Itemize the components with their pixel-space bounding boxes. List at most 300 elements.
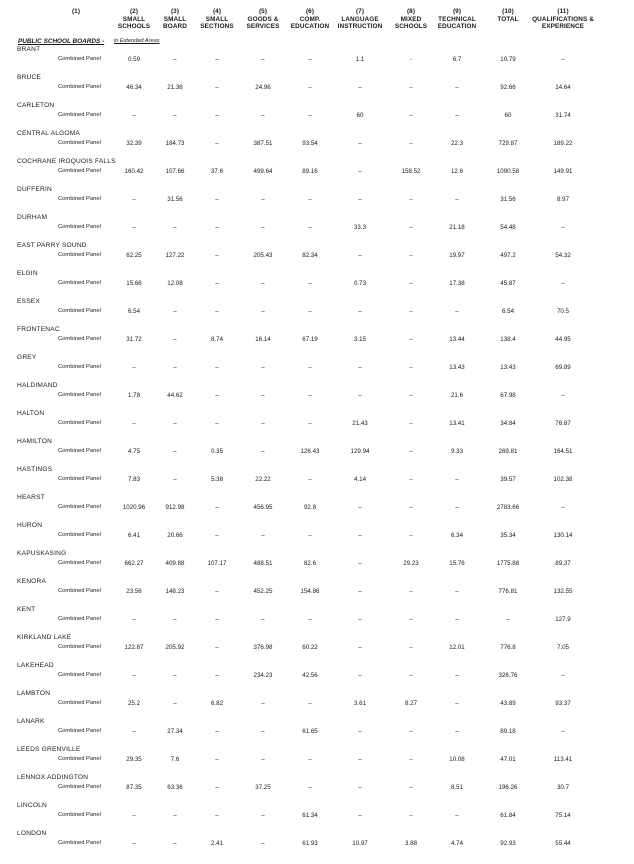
- table-cell: 8.27: [404, 700, 418, 707]
- column-label: TOTAL: [497, 15, 519, 23]
- table-cell: –: [455, 476, 459, 483]
- column-label: SERVICES: [246, 23, 280, 31]
- table-cell: 89.37: [555, 560, 571, 567]
- table-cell: –: [173, 672, 177, 679]
- table-cell: 102.38: [553, 476, 573, 483]
- table-cell: 326.76: [498, 672, 518, 679]
- table-cell: 3.88: [404, 840, 418, 847]
- board-name: LAKEHEAD: [17, 662, 54, 669]
- table-cell: –: [358, 756, 362, 763]
- table-cell: –: [132, 196, 136, 203]
- table-cell: –: [215, 84, 219, 91]
- table-cell: –: [215, 140, 219, 147]
- table-cell: –: [173, 700, 177, 707]
- table-cell: 10.97: [352, 840, 368, 847]
- table-cell: 7.05: [556, 644, 570, 651]
- board-name: HALDIMAND: [17, 382, 58, 389]
- table-cell: 912.98: [165, 504, 185, 511]
- table-cell: 3.61: [353, 700, 367, 707]
- table-cell: –: [358, 308, 362, 315]
- table-cell: –: [409, 112, 413, 119]
- table-cell: –: [261, 700, 265, 707]
- table-cell: 8.97: [556, 196, 570, 203]
- table-cell: 44.62: [167, 392, 183, 399]
- table-cell: 31.56: [167, 196, 183, 203]
- table-cell: 456.95: [253, 504, 273, 511]
- column-number: (9): [452, 8, 462, 15]
- table-cell: 21.43: [352, 420, 368, 427]
- table-cell: 5.38: [210, 476, 224, 483]
- board-name: KENT: [17, 606, 36, 613]
- section-title: PUBLIC SCHOOL BOARDS -: [18, 38, 105, 45]
- panel-label: Combined Panel: [58, 112, 101, 118]
- table-cell: –: [215, 280, 219, 287]
- table-cell: –: [261, 812, 265, 819]
- table-cell: –: [561, 728, 565, 735]
- table-cell: 33.3: [353, 224, 367, 231]
- table-cell: –: [215, 728, 219, 735]
- table-cell: 376.98: [253, 644, 273, 651]
- table-cell: 269.81: [498, 448, 518, 455]
- table-cell: –: [308, 756, 312, 763]
- board-name: DURHAM: [17, 214, 48, 221]
- table-cell: –: [308, 476, 312, 483]
- board-name: BRUCE: [17, 74, 42, 81]
- table-cell: –: [261, 364, 265, 371]
- board-name: LINCOLN: [17, 802, 47, 809]
- table-cell: 3.15: [353, 336, 367, 343]
- table-cell: 92.8: [303, 504, 317, 511]
- table-cell: –: [308, 532, 312, 539]
- table-cell: 13.43: [500, 364, 516, 371]
- table-cell: –: [215, 784, 219, 791]
- table-cell: 67.98: [500, 392, 516, 399]
- table-cell: –: [409, 448, 413, 455]
- table-cell: 75.14: [555, 812, 571, 819]
- table-cell: –: [173, 812, 177, 819]
- panel-label: Combined Panel: [58, 84, 101, 90]
- table-cell: 69.89: [555, 364, 571, 371]
- table-cell: –: [261, 196, 265, 203]
- table-cell: 6.82: [210, 700, 224, 707]
- table-cell: 12.01: [449, 644, 465, 651]
- table-cell: –: [173, 224, 177, 231]
- table-cell: –: [132, 840, 136, 847]
- column-label: SCHOOLS: [117, 23, 151, 31]
- table-cell: 387.51: [253, 140, 273, 147]
- column-number: (7): [355, 8, 365, 15]
- table-cell: –: [261, 448, 265, 455]
- table-cell: –: [173, 476, 177, 483]
- column-label: SCHOOLS: [394, 23, 428, 31]
- table-cell: –: [215, 812, 219, 819]
- table-cell: –: [409, 392, 413, 399]
- table-cell: –: [409, 224, 413, 231]
- table-cell: 61.34: [302, 812, 318, 819]
- table-cell: 54.48: [500, 224, 516, 231]
- table-cell: –: [409, 672, 413, 679]
- column-label: COMP.: [299, 15, 321, 23]
- table-cell: 82.6: [303, 560, 317, 567]
- table-cell: 132.55: [553, 588, 573, 595]
- table-cell: –: [561, 392, 565, 399]
- table-cell: –: [455, 308, 459, 315]
- panel-label: Combined Panel: [58, 168, 101, 174]
- table-cell: –: [358, 616, 362, 623]
- table-cell: 452.25: [253, 588, 273, 595]
- table-cell: 164.51: [553, 448, 573, 455]
- column-number: (3): [170, 8, 180, 15]
- panel-label: Combined Panel: [58, 588, 101, 594]
- board-name: FRONTENAC: [17, 326, 60, 333]
- panel-label: Combined Panel: [58, 252, 101, 258]
- column-label: EDUCATION: [290, 23, 330, 31]
- table-cell: 39.57: [500, 476, 516, 483]
- table-cell: –: [308, 392, 312, 399]
- table-cell: –: [261, 392, 265, 399]
- table-cell: 6.54: [127, 308, 141, 315]
- table-cell: –: [308, 364, 312, 371]
- table-cell: –: [215, 308, 219, 315]
- table-cell: 1775.88: [496, 560, 520, 567]
- table-cell: –: [261, 280, 265, 287]
- table-cell: –: [358, 784, 362, 791]
- table-cell: –: [215, 392, 219, 399]
- table-cell: –: [409, 728, 413, 735]
- board-name: KENORA: [17, 578, 47, 585]
- board-name: GREY: [17, 354, 37, 361]
- table-cell: 4.74: [450, 840, 464, 847]
- table-cell: –: [561, 224, 565, 231]
- table-cell: –: [358, 560, 362, 567]
- table-cell: –: [261, 840, 265, 847]
- table-cell: 7.6: [170, 756, 180, 763]
- table-cell: –: [261, 224, 265, 231]
- table-cell: –: [358, 644, 362, 651]
- column-label: SECTIONS: [200, 23, 234, 31]
- table-cell: 89.16: [302, 168, 318, 175]
- table-cell: –: [358, 196, 362, 203]
- table-cell: 10.08: [449, 756, 465, 763]
- table-cell: 729.87: [498, 140, 518, 147]
- column-number: (10): [502, 8, 514, 15]
- table-cell: –: [455, 672, 459, 679]
- table-cell: 17.38: [449, 280, 465, 287]
- table-cell: 47.01: [500, 756, 516, 763]
- column-number: (5): [258, 8, 268, 15]
- table-cell: 46.34: [126, 84, 142, 91]
- column-label: INSTRUCTION: [337, 23, 383, 31]
- panel-label: Combined Panel: [58, 840, 101, 846]
- panel-label: Combined Panel: [58, 784, 101, 790]
- table-cell: –: [132, 420, 136, 427]
- table-cell: –: [409, 784, 413, 791]
- table-cell: 196.26: [498, 784, 518, 791]
- column-label: QUALIFICATIONS &: [532, 15, 594, 23]
- table-cell: –: [358, 532, 362, 539]
- table-cell: 15.66: [126, 280, 142, 287]
- table-cell: 149.91: [553, 168, 573, 175]
- board-name: ESSEX: [17, 298, 40, 305]
- table-cell: –: [358, 392, 362, 399]
- table-cell: 154.86: [300, 588, 320, 595]
- table-cell: 189.22: [553, 140, 573, 147]
- table-cell: –: [409, 84, 413, 91]
- table-cell: –: [358, 728, 362, 735]
- table-cell: –: [308, 84, 312, 91]
- panel-label: Combined Panel: [58, 532, 101, 538]
- panel-label: Combined Panel: [58, 728, 101, 734]
- table-cell: –: [132, 728, 136, 735]
- table-cell: –: [308, 308, 312, 315]
- table-cell: 60: [504, 112, 512, 119]
- table-cell: –: [308, 280, 312, 287]
- table-cell: –: [215, 644, 219, 651]
- table-cell: 62.25: [126, 252, 142, 259]
- panel-label: Combined Panel: [58, 560, 101, 566]
- table-cell: –: [561, 56, 565, 63]
- column-number: (11): [557, 8, 569, 15]
- panel-label: Combined Panel: [58, 448, 101, 454]
- table-cell: –: [409, 756, 413, 763]
- table-cell: –: [215, 252, 219, 259]
- table-cell: 21.6: [450, 392, 464, 399]
- table-cell: –: [358, 672, 362, 679]
- table-cell: –: [132, 616, 136, 623]
- panel-label: Combined Panel: [58, 420, 101, 426]
- table-cell: 61.93: [302, 840, 318, 847]
- panel-label: Combined Panel: [58, 336, 101, 342]
- table-cell: 25.2: [127, 700, 141, 707]
- table-cell: 12.08: [167, 280, 183, 287]
- table-cell: –: [261, 420, 265, 427]
- table-cell: 13.44: [449, 336, 465, 343]
- table-cell: 31.56: [500, 196, 516, 203]
- table-cell: 2783.66: [496, 504, 520, 511]
- board-name: LAMBTON: [17, 690, 51, 697]
- panel-label: Combined Panel: [58, 224, 101, 230]
- board-name: KAPUSKASING: [17, 550, 67, 557]
- table-cell: –: [308, 420, 312, 427]
- table-cell: –: [455, 196, 459, 203]
- table-cell: –: [409, 252, 413, 259]
- panel-label: Combined Panel: [58, 644, 101, 650]
- table-cell: –: [455, 84, 459, 91]
- table-cell: 205.43: [253, 252, 273, 259]
- column-label: TECHNICAL: [438, 15, 476, 23]
- panel-label: Combined Panel: [58, 504, 101, 510]
- table-cell: 32.39: [126, 140, 142, 147]
- board-name: LEEDS GRENVILLE: [17, 746, 81, 753]
- panel-label: Combined Panel: [58, 308, 101, 314]
- table-cell: –: [261, 308, 265, 315]
- table-cell: –: [409, 476, 413, 483]
- table-cell: 6.34: [450, 532, 464, 539]
- table-cell: 184.73: [165, 140, 185, 147]
- panel-label: Combined Panel: [58, 756, 101, 762]
- table-cell: –: [173, 112, 177, 119]
- table-cell: –: [261, 532, 265, 539]
- column-label: SMALL: [205, 15, 229, 23]
- table-cell: –: [358, 168, 362, 175]
- table-cell: –: [261, 56, 265, 63]
- table-cell: 10.79: [500, 56, 516, 63]
- table-cell: –: [455, 588, 459, 595]
- table-cell: –: [132, 364, 136, 371]
- table-cell: 127.22: [165, 252, 185, 259]
- table-cell: –: [358, 364, 362, 371]
- board-name: HALTON: [17, 410, 45, 417]
- table-cell: 43.89: [500, 700, 516, 707]
- table-cell: 93.54: [302, 140, 318, 147]
- table-cell: –: [409, 308, 413, 315]
- table-cell: –: [358, 812, 362, 819]
- table-cell: –: [261, 112, 265, 119]
- table-cell: 158.52: [401, 168, 421, 175]
- table-cell: –: [506, 616, 510, 623]
- panel-label: Combined Panel: [58, 196, 101, 202]
- column-label: BOARD: [163, 23, 187, 31]
- table-cell: –: [455, 504, 459, 511]
- table-cell: –: [561, 504, 565, 511]
- table-cell: 37.6: [210, 168, 224, 175]
- table-cell: –: [215, 532, 219, 539]
- table-cell: –: [215, 56, 219, 63]
- table-cell: –: [215, 196, 219, 203]
- table-cell: 0.73: [353, 280, 367, 287]
- table-cell: –: [409, 196, 413, 203]
- table-cell: 21.36: [167, 84, 183, 91]
- table-cell: 13.43: [449, 364, 465, 371]
- table-cell: 92.66: [500, 84, 516, 91]
- table-cell: –: [173, 840, 177, 847]
- table-cell: 31.72: [126, 336, 142, 343]
- board-name: KIRKLAND LAKE: [17, 634, 72, 641]
- table-cell: –: [409, 504, 413, 511]
- table-cell: –: [409, 588, 413, 595]
- column-number: (1): [71, 8, 81, 15]
- table-cell: 130.14: [553, 532, 573, 539]
- table-cell: –: [215, 504, 219, 511]
- table-cell: 234.23: [253, 672, 273, 679]
- table-cell: 488.51: [253, 560, 273, 567]
- column-number: (4): [212, 8, 222, 15]
- table-cell: –: [561, 280, 565, 287]
- table-cell: 8.51: [450, 784, 464, 791]
- table-cell: –: [409, 616, 413, 623]
- table-cell: 113.41: [553, 756, 573, 763]
- panel-label: Combined Panel: [58, 392, 101, 398]
- table-cell: 15.76: [449, 560, 465, 567]
- table-cell: –: [409, 280, 413, 287]
- table-cell: –: [173, 420, 177, 427]
- table-cell: 30.7: [556, 784, 570, 791]
- table-cell: 20.66: [167, 532, 183, 539]
- table-cell: 6.7: [452, 56, 462, 63]
- table-cell: –: [358, 140, 362, 147]
- table-cell: 0.35: [210, 448, 224, 455]
- table-cell: 22.3: [450, 140, 464, 147]
- table-cell: 93.37: [555, 700, 571, 707]
- board-name: LONDON: [17, 830, 47, 837]
- table-cell: 35.34: [500, 532, 516, 539]
- table-cell: 31.74: [555, 112, 571, 119]
- table-cell: –: [409, 420, 413, 427]
- table-cell: 0.59: [127, 56, 141, 63]
- board-name: BRANT: [17, 46, 41, 53]
- table-cell: –: [173, 336, 177, 343]
- table-cell: 107.17: [207, 560, 227, 567]
- table-cell: –: [132, 812, 136, 819]
- panel-label: Combined Panel: [58, 140, 101, 146]
- table-cell: –: [409, 812, 413, 819]
- table-cell: 662.27: [124, 560, 144, 567]
- table-cell: –: [261, 756, 265, 763]
- table-cell: –: [358, 252, 362, 259]
- table-cell: 8.74: [210, 336, 224, 343]
- table-cell: –: [308, 224, 312, 231]
- table-cell: –: [173, 448, 177, 455]
- table-cell: 1090.58: [496, 168, 520, 175]
- table-cell: 497.2: [500, 252, 516, 259]
- table-cell: 27.34: [167, 728, 183, 735]
- table-cell: –: [132, 224, 136, 231]
- table-cell: 4.14: [353, 476, 367, 483]
- table-cell: 19.97: [449, 252, 465, 259]
- section-subtitle: in Extended Areas: [114, 38, 160, 44]
- table-cell: 44.95: [555, 336, 571, 343]
- table-cell: 148.23: [165, 588, 185, 595]
- table-cell: –: [409, 532, 413, 539]
- table-cell: –: [308, 784, 312, 791]
- table-cell: 45.87: [500, 280, 516, 287]
- table-cell: 2.41: [210, 840, 224, 847]
- table-cell: –: [308, 112, 312, 119]
- panel-label: Combined Panel: [58, 672, 101, 678]
- board-name: HURON: [17, 522, 43, 529]
- table-cell: –: [215, 588, 219, 595]
- column-label: EXPERIENCE: [541, 23, 585, 31]
- column-label: EDUCATION: [437, 23, 477, 31]
- table-cell: 107.66: [165, 168, 185, 175]
- table-cell: –: [215, 420, 219, 427]
- table-cell: -: [409, 56, 413, 63]
- table-cell: 82.34: [302, 252, 318, 259]
- table-cell: 76.87: [555, 420, 571, 427]
- board-name: CARLETON: [17, 102, 55, 109]
- column-label: GOODS &: [247, 15, 279, 23]
- table-cell: 67.19: [302, 336, 318, 343]
- table-cell: 89.18: [500, 728, 516, 735]
- table-cell: 205.92: [165, 644, 185, 651]
- table-cell: 127.9: [555, 616, 571, 623]
- table-cell: –: [455, 812, 459, 819]
- table-cell: 42.56: [302, 672, 318, 679]
- table-cell: 63.36: [167, 784, 183, 791]
- table-cell: 409.88: [165, 560, 185, 567]
- table-cell: –: [308, 616, 312, 623]
- table-cell: –: [215, 224, 219, 231]
- table-cell: 499.64: [253, 168, 273, 175]
- table-cell: 61.84: [500, 812, 516, 819]
- panel-label: Combined Panel: [58, 364, 101, 370]
- table-cell: 29.35: [126, 756, 142, 763]
- table-cell: –: [173, 616, 177, 623]
- table-cell: 24.96: [255, 84, 271, 91]
- table-cell: –: [409, 364, 413, 371]
- table-cell: 13.41: [449, 420, 465, 427]
- board-name: ELGIN: [17, 270, 38, 277]
